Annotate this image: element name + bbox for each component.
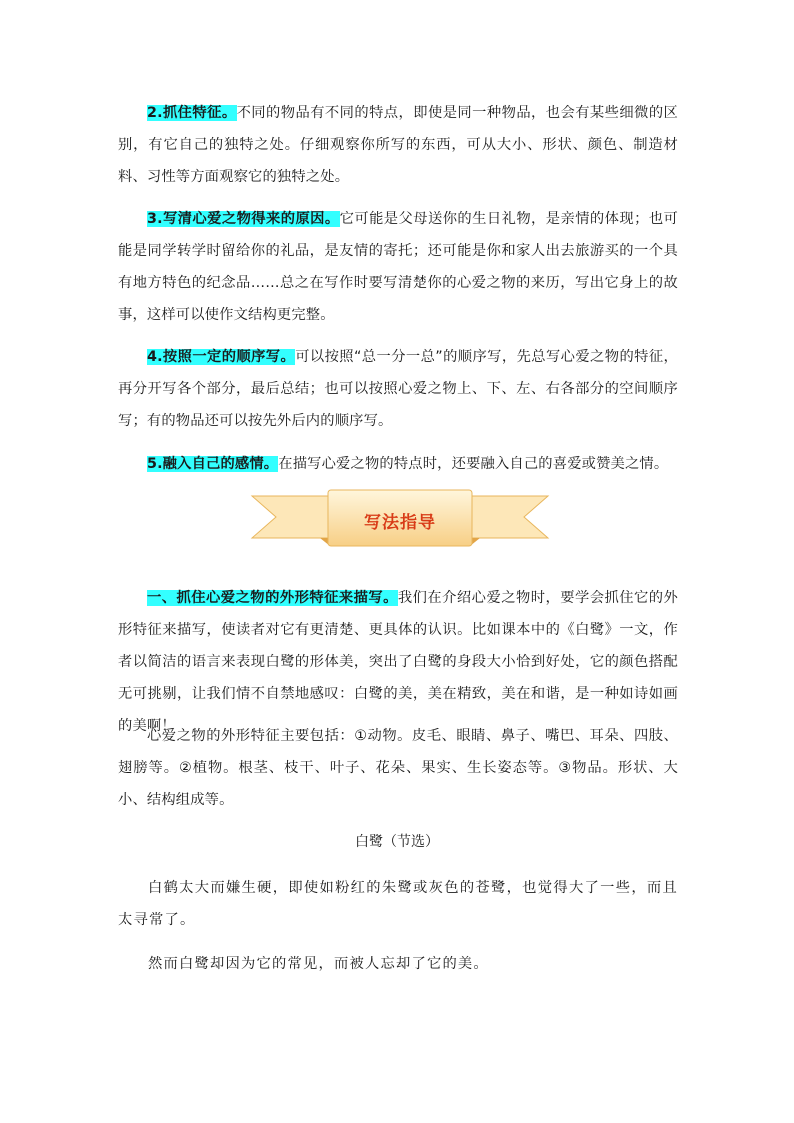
tip-paragraph-4 [118,341,678,437]
tip-heading-3: 3.写清心爱之物得来的原因。 [147,211,340,227]
tip-text-3: 它可能是父母送你的生日礼物，是亲情的体现；也可能是同学转学时留给你的礼品，是友情的寄托；还可能是你和家人出去旅游买的一个具有地方特色的纪念品……总之在写作时要写清楚你的心爱之物的来历，写出它身上的故事，这样可以使作文结构更完整。 [118,211,678,323]
features-paragraph: 心爱之物的外形特征主要包括：①动物。皮毛、眼睛、鼻子、嘴巴、耳朵、四肢、翅膀等。②植物。根茎、枝干、叶子、花朵、果实、生长姿态等。③物品。形状、大小、结构组成等。 [118,728,678,808]
tip-text-2: 不同的物品有不同的特点，即使是同一种物品，也会有某些细微的区别，有它自己的独特之处。仔细观察你所写的东西，可从大小、形状、颜色、制造材料、习性等方面观察它的独特之处。 [118,105,678,185]
excerpt-paragraph-1: 白鹤太大而嫌生硬，即使如粉红的朱鹭或灰色的苍鹭，也觉得大了一些，而且太寻常了。 [118,880,678,928]
guide-paragraph [118,582,678,742]
tip-heading-5: 5.融入自己的感情。 [147,456,279,472]
tip-paragraph-3 [118,203,678,331]
banner-title: 写法指导 [364,512,436,533]
guide-text: 我们在介绍心爱之物时，要学会抓住它的外形特征来描写，使读者对它有更清楚、更具体的认识。比如课本中的《白鹭》一文，作者以简洁的语言来表现白鹭的形体美，突出了白鹭的身段大小恰到好处，它的颜色搭配无可挑剔，让我们情不自禁地感叹：白鹭的美，美在精致，美在和谐，是一种如诗如画的美啊！ [118,590,678,734]
tip-heading-2: 2.抓住特征。 [147,105,237,121]
tip-text-4: 可以按照“总一分一总”的顺序写，先总写心爱之物的特征，再分开写各个部分，最后总结；也可以按照心爱之物上、下、左、右各部分的空间顺序写；有的物品还可以按先外后内的顺序写。 [118,349,678,429]
tip-text-5: 在描写心爱之物的特点时，还要融入自己的喜爱或赞美之情。 [278,456,669,472]
section-banner [250,488,550,550]
excerpt-title: 白鹭（节选） [355,834,439,850]
excerpt-paragraph-2: 然而白鹭却因为它的常见，而被人忘却了它的美。 [148,956,489,972]
tip-heading-4: 4.按照一定的顺序写。 [147,349,296,365]
tip-paragraph-2 [118,97,678,193]
tip-paragraph-5 [118,448,678,480]
guide-heading: 一、抓住心爱之物的外形特征来描写。 [147,590,398,606]
